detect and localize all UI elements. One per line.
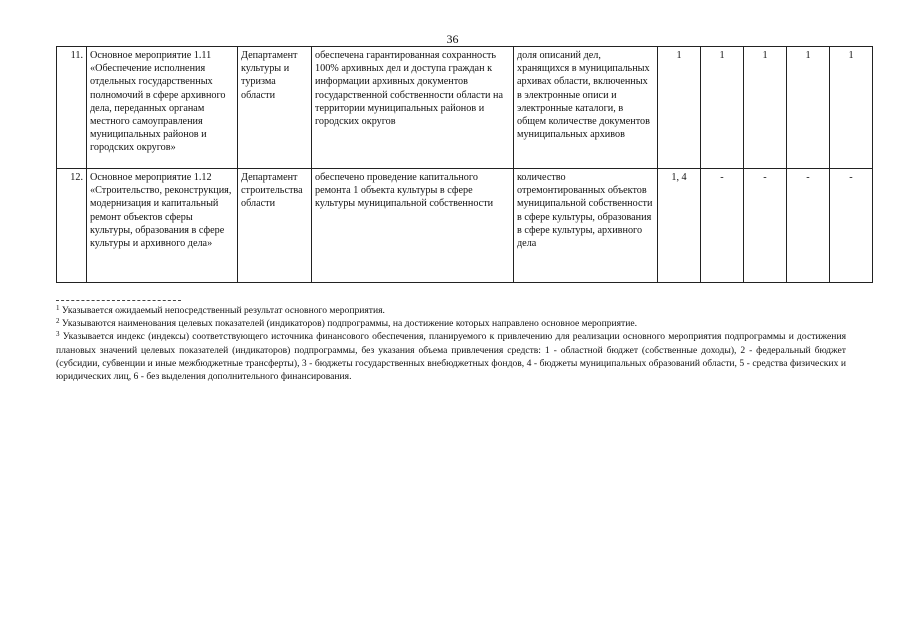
value-cell: 1 xyxy=(744,47,787,169)
footnotes xyxy=(56,300,846,383)
value-cell: - xyxy=(744,169,787,283)
footnote-mark: 2 xyxy=(56,317,60,326)
expected-result: обеспечено проведение капитального ремонта 1 объекта культуры в сфере культуры муниципальной собственности xyxy=(312,169,514,283)
footnote-text: Указывается индекс (индексы) соответствующего источника финансового обеспечения, планируемого к привлечению для реализации основного мероприятия подпрограммы и достижения плановых значений целевых показателей (индикаторов) подпрограммы, без указания объема привлечения средств: 1 - областной бюджет (собственные доходы), 2 - федеральный бюджет (субсидии, субвенции и иные межбюджетные трансферты), 3 - бюджеты государственных внебюджетных фондов, 4 - бюджеты муниципальных образований области, 5 - средства физических и юридических лиц, 6 - без выделения дополнительного финансирования. xyxy=(56,331,846,383)
indicator: доля описаний дел, хранящихся в муниципальных архивах области, включенных в электронные описи и электронные каталоги, в общем количестве документов муниципальных архивов xyxy=(514,47,658,169)
value-cell: 1, 4 xyxy=(658,169,701,283)
table-row xyxy=(57,169,873,283)
indicator: количество отремонтированных объектов муниципальной собственности в сфере культуры, образования в сфере культуры, архивного дела xyxy=(514,169,658,283)
footnote xyxy=(56,330,846,383)
footnote-divider xyxy=(56,300,181,301)
row-number: 11. xyxy=(57,47,87,169)
executor: Департамент строительства области xyxy=(238,169,312,283)
page-number: 36 xyxy=(446,32,459,46)
footnote-mark: 1 xyxy=(56,304,60,312)
table-row xyxy=(57,47,873,169)
footnote xyxy=(56,304,846,317)
footnote-text: Указываются наименования целевых показателей (индикаторов) подпрограммы, на достижение которых направлено основное мероприятие. xyxy=(61,318,638,330)
event-name: Основное мероприятие 1.12 «Строительство, реконструкция, модернизация и капитальный ремонт объектов сферы культуры, образования в сфере культуры и архивного дела» xyxy=(87,169,238,283)
event-name: Основное мероприятие 1.11 «Обеспечение исполнения отдельных государственных полномочий в сфере архивного дела, переданных органам местного самоуправления муниципальных районов и городских округов» xyxy=(87,47,238,169)
footnote xyxy=(56,317,846,330)
value-cell: - xyxy=(701,169,744,283)
value-cell: 1 xyxy=(830,47,873,169)
value-cell: 1 xyxy=(787,47,830,169)
row-number: 12. xyxy=(57,169,87,283)
executor: Департамент культуры и туризма области xyxy=(238,47,312,169)
value-cell: 1 xyxy=(701,47,744,169)
value-cell: 1 xyxy=(658,47,701,169)
measures-table xyxy=(56,46,873,283)
footnote-text: Указывается ожидаемый непосредственный результат основного мероприятия. xyxy=(61,305,385,316)
footnote-mark: 3 xyxy=(56,330,60,339)
value-cell: - xyxy=(787,169,830,283)
expected-result: обеспечена гарантированная сохранность 100% архивных дел и доступа граждан к информации архивных документов государственной собственности области на территории муниципальных районов и городских округов xyxy=(312,47,514,169)
value-cell: - xyxy=(830,169,873,283)
